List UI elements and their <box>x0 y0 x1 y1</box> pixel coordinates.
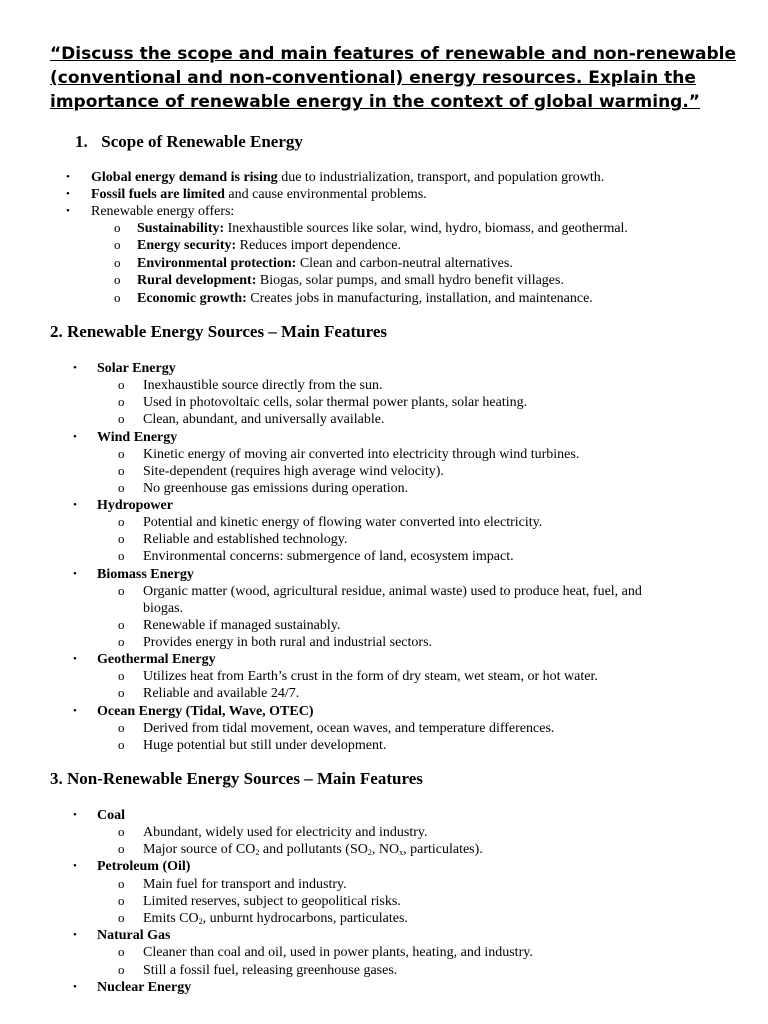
sub-bullet: o <box>118 548 125 563</box>
source-name: Hydropower <box>97 498 173 513</box>
list-item: Energy security: Reduces import dependence. <box>137 238 401 253</box>
title-line-1: “Discuss the scope and main features of renewable and non-renewable <box>50 44 737 64</box>
list-item: Economic growth: Creates jobs in manufacturing, installation, and maintenance. <box>137 291 593 306</box>
sub-bullet: o <box>118 394 125 409</box>
source-name: Coal <box>97 808 125 823</box>
sub-bullet: o <box>118 514 125 529</box>
bullet: • <box>73 860 77 872</box>
bullet: • <box>73 809 77 821</box>
sub-bullet: o <box>118 841 125 856</box>
list-item: Still a fossil fuel, releasing greenhouse gases. <box>143 963 398 978</box>
sub-bullet: o <box>118 446 125 461</box>
bullet: • <box>73 431 77 443</box>
bullet: • <box>73 362 77 374</box>
sub-bullet: o <box>118 824 125 839</box>
section-2-heading: 2. Renewable Energy Sources – Main Features <box>50 322 387 341</box>
sub-bullet: o <box>118 531 125 546</box>
list-item: Reliable and established technology. <box>143 532 348 547</box>
list-item: Huge potential but still under development. <box>143 738 387 753</box>
list-item: Environmental concerns: submergence of land, ecosystem impact. <box>143 549 514 564</box>
sub-bullet: o <box>114 237 121 252</box>
sub-bullet: o <box>118 910 125 925</box>
sub-bullet: o <box>118 893 125 908</box>
source-name: Petroleum (Oil) <box>97 859 191 874</box>
sub-bullet: o <box>114 220 121 235</box>
sub-bullet: o <box>118 377 125 392</box>
bullet: • <box>66 205 70 217</box>
bullet: • <box>73 499 77 511</box>
source-name: Wind Energy <box>97 430 178 445</box>
list-item: Global energy demand is rising due to industrialization, transport, and population growth. <box>91 170 605 185</box>
source-name: Geothermal Energy <box>97 652 216 667</box>
list-item: Environmental protection: Clean and carbon-neutral alternatives. <box>137 256 513 271</box>
list-item: Major source of $CO_2$ and pollutants ($SO_2$, $NO_x$, particulates). <box>143 842 483 857</box>
sub-bullet: o <box>118 668 125 683</box>
sub-bullet: o <box>118 962 125 977</box>
list-item: Used in photovoltaic cells, solar thermal power plants, solar heating. <box>143 395 528 410</box>
bullet: • <box>73 653 77 665</box>
bullet: • <box>73 705 77 717</box>
sub-bullet: o <box>118 634 125 649</box>
list-item: Inexhaustible source directly from the sun. <box>143 378 383 393</box>
list-item: Site-dependent (requires high average wind velocity). <box>143 464 444 479</box>
list-item: Sustainability: Inexhaustible sources like solar, wind, hydro, biomass, and geothermal. <box>137 221 628 236</box>
sub-bullet: o <box>118 583 125 598</box>
bullet: • <box>73 568 77 580</box>
list-item: Cleaner than coal and oil, used in power plants, heating, and industry. <box>143 945 533 960</box>
title-line-2: (conventional and non-conventional) energy resources. Explain the <box>50 68 696 88</box>
list-item: No greenhouse gas emissions during operation. <box>143 481 409 496</box>
list-item: Clean, abundant, and universally available. <box>143 412 385 427</box>
list-item: Derived from tidal movement, ocean waves, and temperature differences. <box>143 721 555 736</box>
list-item: Reliable and available 24/7. <box>143 686 300 701</box>
bullet: • <box>66 188 70 200</box>
sub-bullet: o <box>118 463 125 478</box>
section-1-heading: 1. Scope of Renewable Energy <box>75 132 303 151</box>
sub-bullet: o <box>118 720 125 735</box>
document-title <box>50 42 737 114</box>
section-3-heading: 3. Non-Renewable Energy Sources – Main Features <box>50 769 423 788</box>
sub-bullet: o <box>118 685 125 700</box>
sub-bullet: o <box>118 480 125 495</box>
sub-bullet: o <box>118 944 125 959</box>
list-item: Organic matter (wood, agricultural residue, animal waste) used to produce heat, fuel, and <box>143 584 642 599</box>
list-item: Main fuel for transport and industry. <box>143 877 347 892</box>
sub-bullet: o <box>118 411 125 426</box>
source-name: Solar Energy <box>97 361 176 376</box>
list-item: Fossil fuels are limited and cause environmental problems. <box>91 187 427 202</box>
list-item: Rural development: Biogas, solar pumps, and small hydro benefit villages. <box>137 273 564 288</box>
sub-bullet: o <box>118 617 125 632</box>
list-item: Abundant, widely used for electricity and industry. <box>143 825 428 840</box>
sub-bullet: o <box>114 290 121 305</box>
title-line-3: importance of renewable energy in the context of global warming.” <box>50 92 700 112</box>
source-name: Ocean Energy (Tidal, Wave, OTEC) <box>97 704 314 719</box>
sub-bullet: o <box>118 737 125 752</box>
list-item: Emits $CO_2$, unburnt hydrocarbons, particulates. <box>143 911 408 926</box>
list-item-continuation: biogas. <box>143 601 184 616</box>
bullet: • <box>73 929 77 941</box>
list-item: Kinetic energy of moving air converted into electricity through wind turbines. <box>143 447 580 462</box>
list-item: Renewable energy offers: <box>91 204 235 219</box>
sub-bullet: o <box>114 272 121 287</box>
list-item: Renewable if managed sustainably. <box>143 618 341 633</box>
list-item: Limited reserves, subject to geopolitical risks. <box>143 894 401 909</box>
sub-bullet: o <box>114 255 121 270</box>
sub-bullet: o <box>118 876 125 891</box>
source-name: Natural Gas <box>97 928 171 943</box>
source-name: Nuclear Energy <box>97 980 192 995</box>
list-item: Utilizes heat from Earth’s crust in the form of dry steam, wet steam, or hot water. <box>143 669 598 684</box>
source-name: Biomass Energy <box>97 567 194 582</box>
bullet: • <box>66 171 70 183</box>
list-item: Provides energy in both rural and industrial sectors. <box>143 635 433 650</box>
list-item: Potential and kinetic energy of flowing water converted into electricity. <box>143 515 543 530</box>
bullet: • <box>73 981 77 993</box>
